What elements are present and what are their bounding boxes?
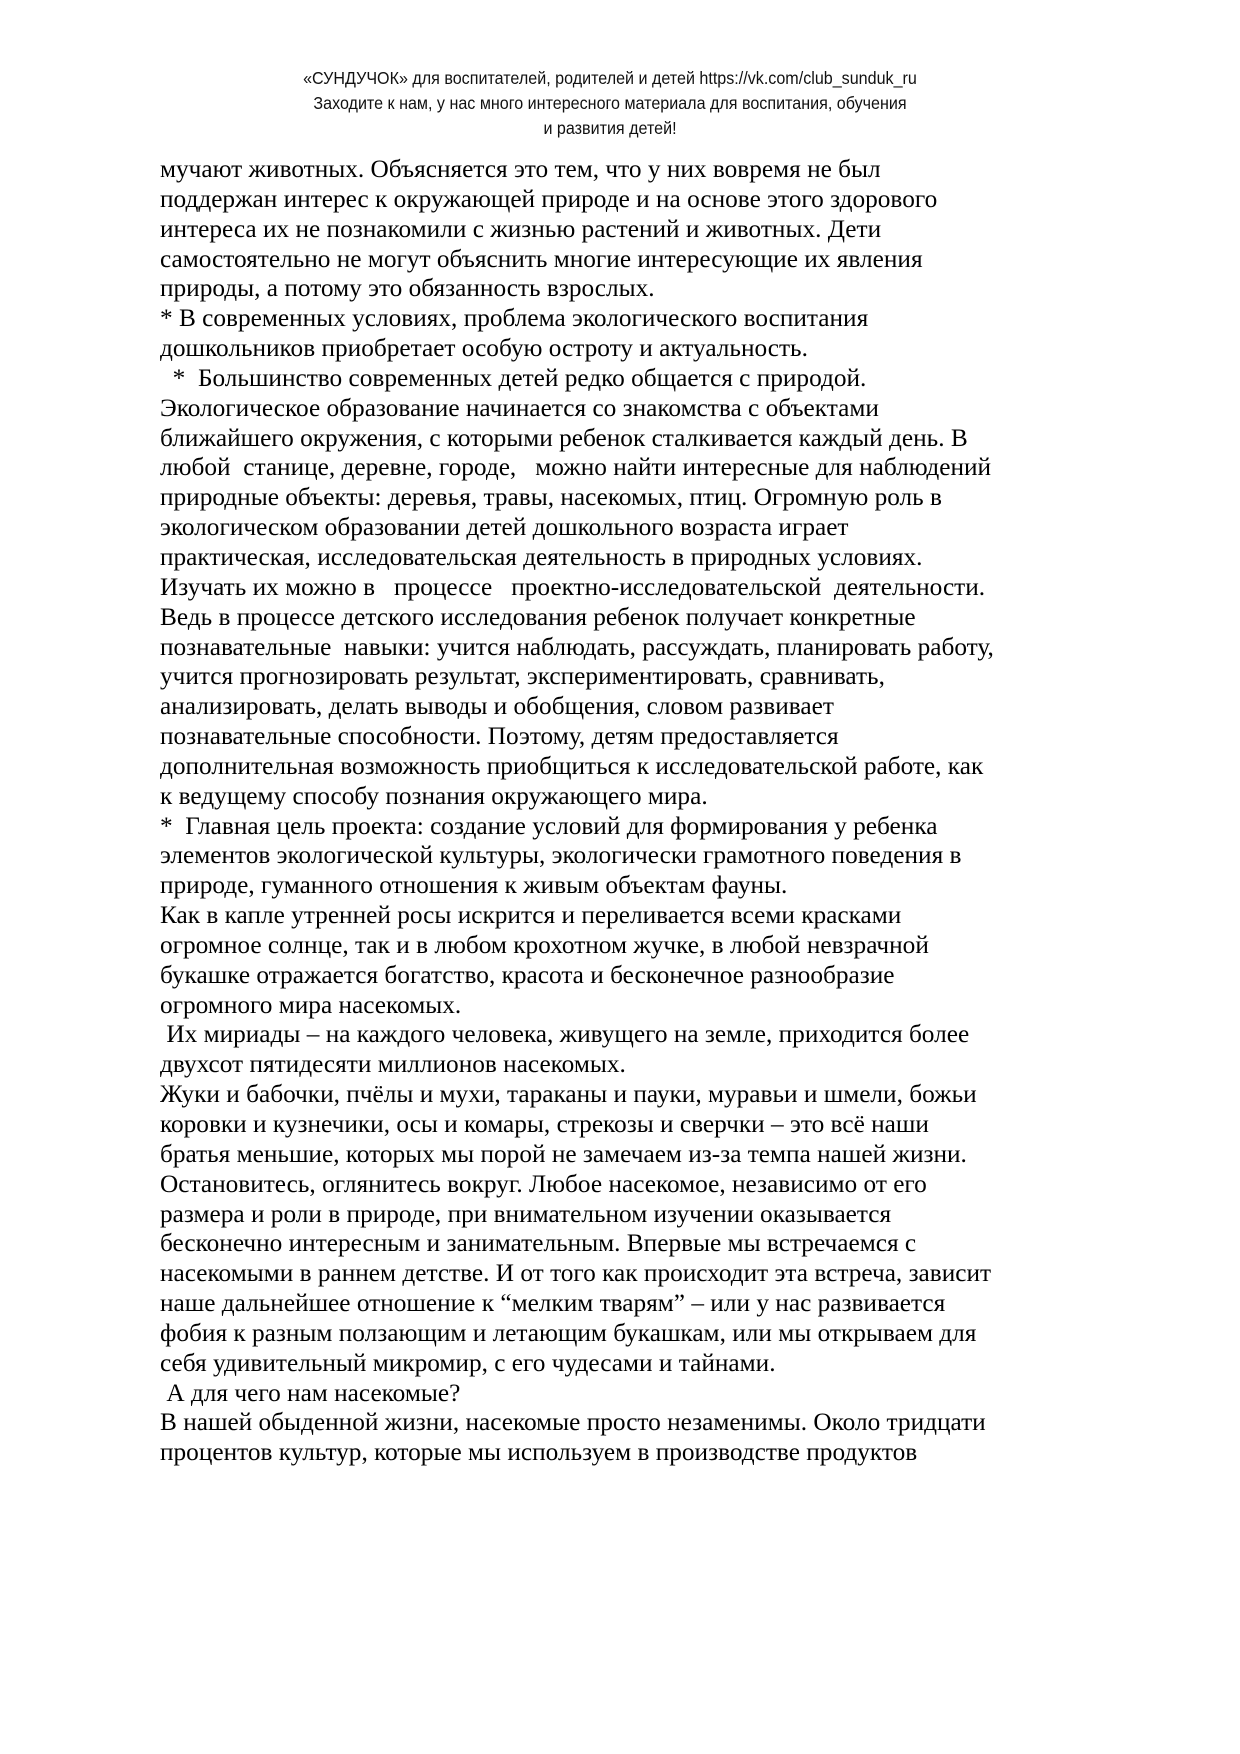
text-line: коровки и кузнечики, осы и комары, стрекозы и сверчки – это всё наши xyxy=(160,1110,929,1138)
text-line: мучают животных. Объясняется это тем, что у них вовремя не был xyxy=(160,155,881,183)
text-line: * Главная цель проекта: создание условий для формирования у ребенка xyxy=(160,811,938,840)
text-line: процентов культур, которые мы используем в производстве продуктов xyxy=(160,1438,918,1467)
text-line: элементов экологической культуры, экологически грамотного поведения в xyxy=(160,841,962,870)
text-line: Изучать их можно в процессе проектно-исследовательской деятельности. xyxy=(160,572,986,601)
text-line: поддержан интерес к окружающей природе и на основе этого здорового xyxy=(160,184,938,213)
text-line: Экологическое образование начинается со знакомства с объектами xyxy=(160,393,879,422)
text-line: насекомыми в раннем детстве. И от того как происходит эта встреча, зависит xyxy=(160,1259,992,1288)
text-line: учится прогнозировать результат, экспериментировать, сравнивать, xyxy=(160,662,885,691)
text-line: практическая, исследовательская деятельность в природных условиях. xyxy=(160,542,923,571)
text-line: к ведущему способу познания окружающего мира. xyxy=(160,781,708,810)
text-line: самостоятельно не могут объяснить многие интересующие их явления xyxy=(160,244,923,273)
header-line-invite: Заходите к нам, у нас много интересного материала для воспитания, обучения xyxy=(313,93,907,113)
text-line: В нашей обыденной жизни, насекомые просто незаменимы. Около тридцати xyxy=(160,1408,986,1437)
text-line: огромного мира насекомых. xyxy=(160,990,462,1019)
text-line: себя удивительный микромир, с его чудесами и тайнами. xyxy=(160,1348,776,1377)
text-line: Ведь в процессе детского исследования ребенок получает конкретные xyxy=(160,602,916,631)
text-line: познавательные навыки: учится наблюдать, рассуждать, планировать работу, xyxy=(160,632,994,661)
header-line-site: «СУНДУЧОК» для воспитателей, родителей и детей https://vk.com/club_sunduk_ru xyxy=(303,68,917,88)
text-line: фобия к разным ползающим и летающим букашкам, или мы открываем для xyxy=(160,1318,977,1347)
text-line: анализировать, делать выводы и обобщения, словом развивает xyxy=(160,692,834,721)
text-line: дополнительная возможность приобщиться к исследовательской работе, как xyxy=(160,751,984,780)
text-line: Их мириады – на каждого человека, живущего на земле, приходится более xyxy=(160,1020,970,1049)
text-line: интереса их не познакомили с жизнью растений и животных. Дети xyxy=(160,214,882,243)
text-line: Жуки и бабочки, пчёлы и мухи, тараканы и пауки, муравьи и шмели, божьи xyxy=(160,1080,977,1109)
text-line: познавательные способности. Поэтому, детям предоставляется xyxy=(160,722,839,751)
text-line: братья меньшие, которых мы порой не замечаем из-за темпа нашей жизни. xyxy=(160,1139,967,1168)
text-line: букашке отражается богатство, красота и бесконечное разнообразие xyxy=(160,960,895,989)
text-line: размера и роли в природе, при внимательном изучении оказывается xyxy=(160,1199,892,1228)
text-line: бесконечно интересным и занимательным. Впервые мы встречаемся с xyxy=(160,1229,917,1258)
text-line: дошкольников приобретает особую остроту и актуальность. xyxy=(160,334,808,363)
text-line: * Большинство современных детей редко общается с природой. xyxy=(160,363,867,392)
text-line: огромное солнце, так и в любом крохотном жучке, в любой невзрачной xyxy=(160,930,929,959)
text-line: экологическом образовании детей дошкольного возраста играет xyxy=(160,513,849,542)
text-line: ближайшего окружения, с которыми ребенок сталкивается каждый день. В xyxy=(160,423,968,452)
header-line-invite-end: и развития детей! xyxy=(543,118,677,138)
text-line: * В современных условиях, проблема экологического воспитания xyxy=(160,304,869,333)
text-line: природные объекты: деревья, травы, насекомых, птиц. Огромную роль в xyxy=(160,483,942,512)
text-line: природе, гуманного отношения к живым объектам фауны. xyxy=(160,871,788,900)
text-line: Остановитесь, оглянитесь вокруг. Любое насекомое, независимо от его xyxy=(160,1169,927,1198)
text-line: А для чего нам насекомые? xyxy=(160,1378,461,1407)
body-text xyxy=(160,155,1160,1468)
text-line: Как в капле утренней росы искрится и переливается всеми красками xyxy=(160,901,902,930)
text-line: двухсот пятидесяти миллионов насекомых. xyxy=(160,1050,626,1079)
page-header xyxy=(214,66,1005,141)
text-line: природы, а потому это обязанность взрослых. xyxy=(160,274,655,303)
text-line: любой станице, деревне, городе, можно найти интересные для наблюдений xyxy=(160,453,992,482)
text-line: наше дальнейшее отношение к “мелким тварям” – или у нас развивается xyxy=(160,1289,946,1318)
